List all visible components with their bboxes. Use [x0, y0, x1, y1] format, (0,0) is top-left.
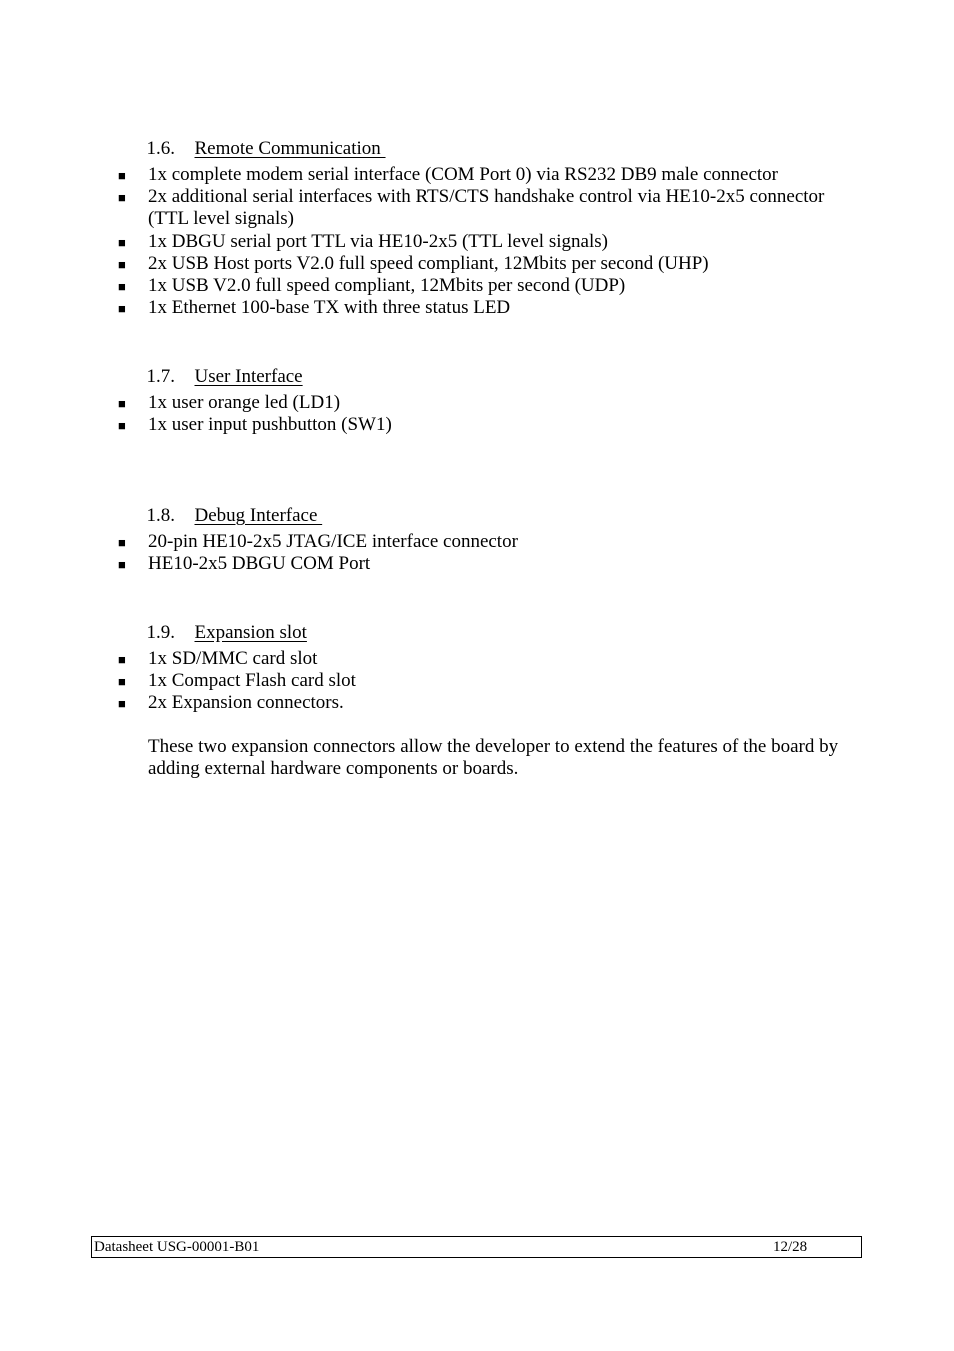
list-item: 1x SD/MMC card slot: [148, 648, 318, 669]
bullet-icon: ■: [118, 535, 126, 550]
list-item: 1x complete modem serial interface (COM Port 0) via RS232 DB9 male connector: [148, 164, 779, 185]
bullet-icon: ■: [118, 557, 126, 572]
bullet-icon: ■: [118, 301, 126, 316]
footer-document-id: Datasheet USG-00001-B01: [94, 1239, 260, 1255]
bullet-icon: ■: [118, 279, 126, 294]
bullet-icon: ■: [118, 674, 126, 689]
section-heading-debug-interface: [137, 483, 322, 527]
section-title: Expansion slot: [194, 622, 307, 643]
list-item: 1x user input pushbutton (SW1): [148, 414, 392, 435]
bullet-icon: ■: [118, 190, 126, 205]
list-item: 1x Compact Flash card slot: [148, 670, 356, 691]
list-item: 20-pin HE10-2x5 JTAG/ICE interface connector: [148, 531, 518, 552]
list-item: 1x USB V2.0 full speed compliant, 12Mbits per second (UDP): [148, 275, 626, 296]
section-title: User Interface: [194, 366, 303, 387]
list-item: 1x DBGU serial port TTL via HE10-2x5 (TTL level signals): [148, 231, 608, 252]
bullet-icon: ■: [118, 168, 126, 183]
list-item: 1x Ethernet 100-base TX with three status LED: [148, 297, 511, 318]
list-item: 2x Expansion connectors.: [148, 692, 344, 713]
bullet-icon: ■: [118, 235, 126, 250]
list-item: 1x user orange led (LD1): [148, 392, 341, 413]
section-number: 1.8.: [146, 505, 175, 526]
list-item: HE10-2x5 DBGU COM Port: [148, 553, 371, 574]
list-item: 2x USB Host ports V2.0 full speed compliant, 12Mbits per second (UHP): [148, 253, 709, 274]
expansion-paragraph: These two expansion connectors allow the developer to extend the features of the board by adding external hardware components or boards.: [148, 736, 839, 779]
section-heading-remote-communication: [137, 116, 386, 160]
bullet-icon: ■: [118, 396, 126, 411]
bullet-icon: ■: [118, 418, 126, 433]
page-footer: [91, 1236, 862, 1258]
bullet-icon: ■: [118, 696, 126, 711]
section-number: 1.6.: [146, 138, 175, 159]
footer-page-number: 12/28: [773, 1239, 808, 1255]
section-heading-user-interface: [137, 344, 303, 388]
section-title: Debug Interface: [194, 505, 323, 526]
section-heading-expansion-slot: [137, 600, 307, 644]
bullet-icon: ■: [118, 652, 126, 667]
bullet-icon: ■: [118, 257, 126, 272]
list-item: 2x additional serial interfaces with RTS/CTS handshake control via HE10-2x5 connector (TTL level signals): [148, 186, 825, 229]
section-number: 1.9.: [146, 622, 175, 643]
section-title: Remote Communication: [194, 138, 386, 159]
section-number: 1.7.: [146, 366, 175, 387]
